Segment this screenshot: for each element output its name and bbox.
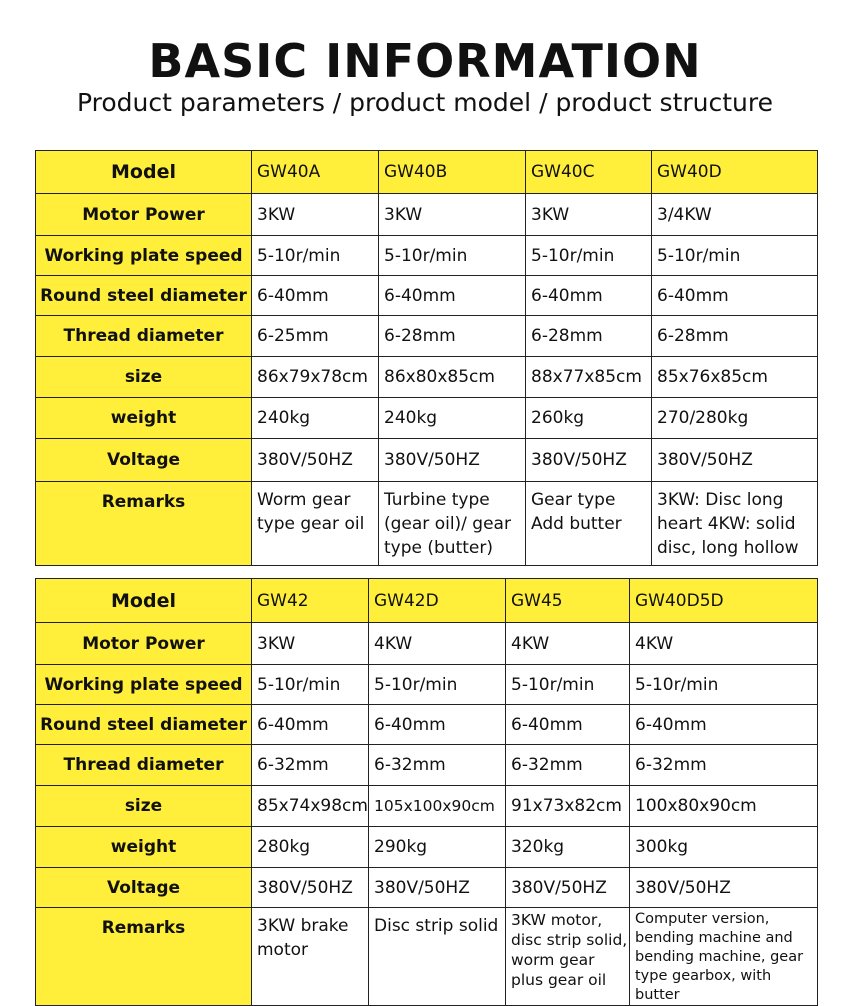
table-cell: 260kg: [526, 398, 652, 439]
table-cell: 6-32mm: [369, 745, 506, 786]
round-steel-row: [36, 705, 818, 745]
row-label-thread: Thread diameter: [36, 745, 252, 786]
table-cell: 6-28mm: [652, 316, 818, 357]
table-cell: 4KW: [369, 623, 506, 665]
model-header: GW40D5D: [630, 579, 818, 623]
table-cell: 5-10r/min: [526, 236, 652, 276]
table-cell: Turbine type (gear oil)/ gear type (butter): [379, 482, 526, 566]
table-cell: 6-40mm: [252, 276, 379, 316]
voltage-row: [36, 439, 818, 482]
size-row: [36, 357, 818, 398]
plate-speed-row: [36, 665, 818, 705]
table-cell: 300kg: [630, 827, 818, 868]
table-cell: 6-40mm: [369, 705, 506, 745]
table-cell: 380V/50HZ: [252, 868, 369, 908]
table-cell: 6-32mm: [252, 745, 369, 786]
table-cell: 6-40mm: [526, 276, 652, 316]
table-cell: 3KW motor, disc strip solid, worm gear plus gear oil: [506, 908, 630, 1006]
table-cell: 240kg: [379, 398, 526, 439]
row-label-weight: weight: [36, 398, 252, 439]
table-cell: Computer version, bending machine and bending machine, gear type gearbox, with butter: [630, 908, 818, 1006]
row-label-weight: weight: [36, 827, 252, 868]
table-cell: 6-40mm: [506, 705, 630, 745]
row-label-voltage: Voltage: [36, 439, 252, 482]
motor-power-row: [36, 623, 818, 665]
table-cell: 5-10r/min: [379, 236, 526, 276]
model-header: GW40C: [526, 151, 652, 194]
table-cell: 6-40mm: [252, 705, 369, 745]
remarks-row: [36, 482, 818, 566]
table-cell: 88x77x85cm: [526, 357, 652, 398]
table-cell: Worm gear type gear oil: [252, 482, 379, 566]
row-label-round-steel: Round steel diameter: [36, 276, 252, 316]
table-cell: 280kg: [252, 827, 369, 868]
table-cell: 5-10r/min: [252, 665, 369, 705]
plate-speed-row: [36, 236, 818, 276]
table-cell: 3/4KW: [652, 194, 818, 236]
table-cell: 6-28mm: [526, 316, 652, 357]
table-cell: 380V/50HZ: [652, 439, 818, 482]
model-header: GW40D: [652, 151, 818, 194]
weight-row: [36, 398, 818, 439]
model-header: GW42D: [369, 579, 506, 623]
row-label-model: Model: [36, 579, 252, 623]
row-label-remarks: Remarks: [36, 908, 252, 1006]
remarks-row: [36, 908, 818, 1006]
table-cell: 3KW: [252, 623, 369, 665]
table-cell: 380V/50HZ: [252, 439, 379, 482]
table-cell: 3KW brake motor: [252, 908, 369, 1006]
table-cell: 5-10r/min: [630, 665, 818, 705]
row-label-motor-power: Motor Power: [36, 194, 252, 236]
table-cell: 6-40mm: [630, 705, 818, 745]
row-label-round-steel: Round steel diameter: [36, 705, 252, 745]
row-label-plate-speed: Working plate speed: [36, 236, 252, 276]
table-cell: 91x73x82cm: [506, 786, 630, 827]
model-header: GW40B: [379, 151, 526, 194]
table-cell: 5-10r/min: [652, 236, 818, 276]
table-cell: 380V/50HZ: [526, 439, 652, 482]
table-cell: 3KW: [379, 194, 526, 236]
round-steel-row: [36, 276, 818, 316]
table-cell: 3KW: [252, 194, 379, 236]
table-cell: 3KW: [526, 194, 652, 236]
page-title: BASIC INFORMATION: [148, 34, 702, 88]
table-cell: 380V/50HZ: [379, 439, 526, 482]
table-cell: 6-40mm: [379, 276, 526, 316]
model-header: GW45: [506, 579, 630, 623]
size-row: [36, 786, 818, 827]
row-label-thread: Thread diameter: [36, 316, 252, 357]
table-cell: 86x79x78cm: [252, 357, 379, 398]
table-cell: 100x80x90cm: [630, 786, 818, 827]
page-subtitle: Product parameters / product model / product structure: [76, 88, 773, 117]
table-cell: 86x80x85cm: [379, 357, 526, 398]
table-cell: 320kg: [506, 827, 630, 868]
table-cell: 105x100x90cm: [369, 786, 506, 827]
model-header: GW40A: [252, 151, 379, 194]
row-label-size: size: [36, 357, 252, 398]
table-cell: Disc strip solid: [369, 908, 506, 1006]
table-cell: 6-32mm: [506, 745, 630, 786]
motor-power-row: [36, 194, 818, 236]
weight-row: [36, 827, 818, 868]
spec-table-1: [35, 150, 818, 566]
table-cell: 5-10r/min: [506, 665, 630, 705]
table-cell: 6-28mm: [379, 316, 526, 357]
table-cell: 4KW: [630, 623, 818, 665]
row-label-plate-speed: Working plate speed: [36, 665, 252, 705]
row-label-remarks: Remarks: [36, 482, 252, 566]
table-cell: 5-10r/min: [252, 236, 379, 276]
row-label-motor-power: Motor Power: [36, 623, 252, 665]
thread-row: [36, 316, 818, 357]
table-cell: 380V/50HZ: [369, 868, 506, 908]
model-row: [36, 579, 818, 623]
table-cell: 4KW: [506, 623, 630, 665]
table-cell: 6-32mm: [630, 745, 818, 786]
voltage-row: [36, 868, 818, 908]
table-cell: 5-10r/min: [369, 665, 506, 705]
table-cell: 85x76x85cm: [652, 357, 818, 398]
table-cell: 380V/50HZ: [506, 868, 630, 908]
model-header: GW42: [252, 579, 369, 623]
table-cell: 290kg: [369, 827, 506, 868]
table-cell: 3KW: Disc long heart 4KW: solid disc, long hollow: [652, 482, 818, 566]
table-cell: 270/280kg: [652, 398, 818, 439]
table-cell: 6-25mm: [252, 316, 379, 357]
row-label-model: Model: [36, 151, 252, 194]
thread-row: [36, 745, 818, 786]
table-cell: 240kg: [252, 398, 379, 439]
spec-table-2: [35, 578, 818, 1006]
model-row: [36, 151, 818, 194]
table-cell: 6-40mm: [652, 276, 818, 316]
row-label-voltage: Voltage: [36, 868, 252, 908]
table-cell: 85x74x98cm: [252, 786, 369, 827]
table-cell: Gear type Add butter: [526, 482, 652, 566]
table-cell: 380V/50HZ: [630, 868, 818, 908]
row-label-size: size: [36, 786, 252, 827]
